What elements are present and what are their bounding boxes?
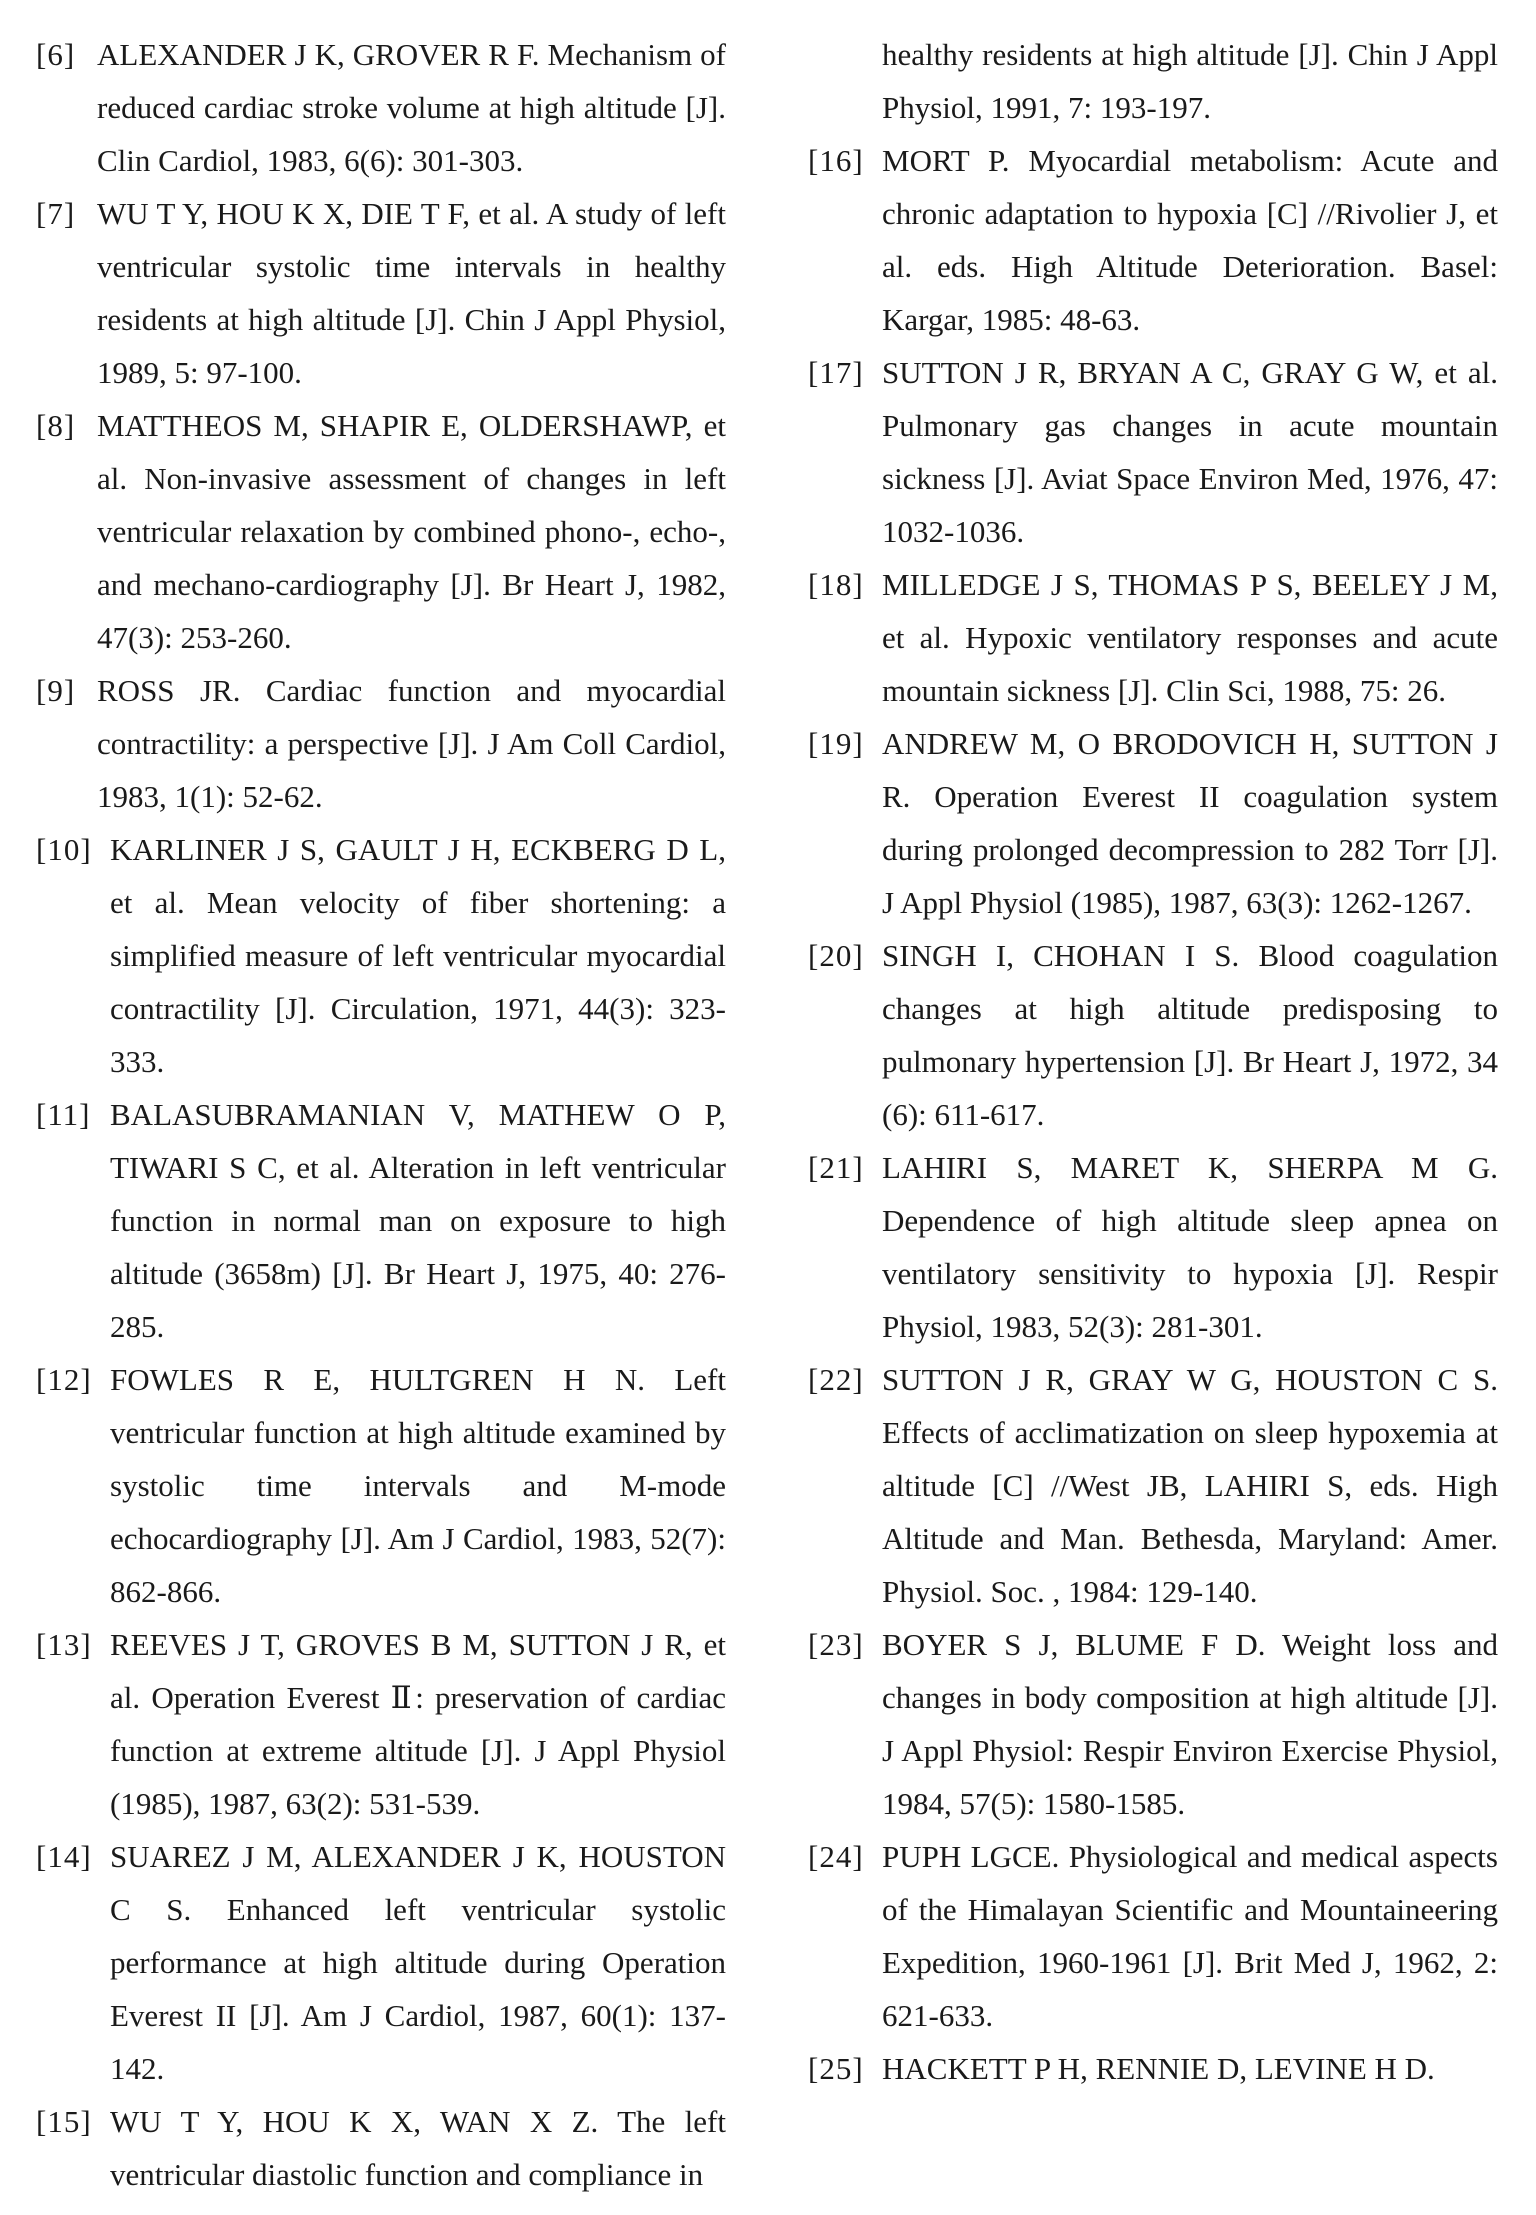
reference-entry xyxy=(36,187,726,399)
reference-column-left xyxy=(36,28,726,2201)
reference-entry xyxy=(808,134,1498,346)
reference-entry xyxy=(36,1618,726,1830)
reference-entry xyxy=(36,2095,726,2201)
reference-entry xyxy=(36,1830,726,2095)
reference-text: SUAREZ J M, ALEXANDER J K, HOUSTON C S. Enhanced left ventricular systolic performance at high altitude during Operation Everest II [J]. Am J Cardiol, 1987, 60(1): 137-142. xyxy=(110,1839,726,2086)
reference-text: SUTTON J R, GRAY W G, HOUSTON C S. Effects of acclimatization on sleep hypoxemia at altitude [C] //West JB, LAHIRI S, eds. High Altitude and Man. Bethesda, Maryland: Amer. Physiol. Soc. , 1984: 129-140. xyxy=(882,1362,1498,1609)
reference-text: MATTHEOS M, SHAPIR E, OLDERSHAWP, et al. Non-invasive assessment of changes in left ventricular relaxation by combined phono-, echo-, and mechano-cardiography [J]. Br Heart J, 1982, 47(3): 253-260. xyxy=(97,408,726,655)
reference-entry xyxy=(808,1830,1498,2042)
reference-number: [16] xyxy=(808,143,864,178)
reference-entry xyxy=(36,823,726,1088)
reference-text: ALEXANDER J K, GROVER R F. Mechanism of reduced cardiac stroke volume at high altitude [J]. Clin Cardiol, 1983, 6(6): 301-303. xyxy=(97,37,726,178)
reference-number: [9] xyxy=(36,673,76,708)
reference-text: HACKETT P H, RENNIE D, LEVINE H D. xyxy=(882,2051,1435,2086)
reference-entry xyxy=(808,1141,1498,1353)
reference-number: [18] xyxy=(808,567,864,602)
reference-column-right xyxy=(808,28,1498,2095)
reference-entry xyxy=(36,664,726,823)
reference-entry xyxy=(808,346,1498,558)
reference-number: [15] xyxy=(36,2104,92,2139)
reference-entry xyxy=(808,558,1498,717)
reference-entry xyxy=(808,1618,1498,1830)
reference-number: [14] xyxy=(36,1839,92,1874)
reference-number: [24] xyxy=(808,1839,864,1874)
reference-text: SINGH I, CHOHAN I S. Blood coagulation changes at high altitude predisposing to pulmonary hypertension [J]. Br Heart J, 1972, 34 (6): 611-617. xyxy=(882,938,1498,1132)
reference-entry xyxy=(808,2042,1498,2095)
reference-number: [25] xyxy=(808,2051,864,2086)
reference-text: WU T Y, HOU K X, DIE T F, et al. A study of left ventricular systolic time intervals in healthy residents at high altitude [J]. Chin J Appl Physiol, 1989, 5: 97-100. xyxy=(97,196,726,390)
reference-number: [7] xyxy=(36,196,76,231)
reference-entry xyxy=(36,28,726,187)
reference-text: ROSS JR. Cardiac function and myocardial contractility: a perspective [J]. J Am Coll Cardiol, 1983, 1(1): 52-62. xyxy=(97,673,726,814)
reference-entry xyxy=(36,1088,726,1353)
reference-text: WU T Y, HOU K X, WAN X Z. The left ventricular diastolic function and compliance in xyxy=(110,2104,726,2192)
reference-text: MILLEDGE J S, THOMAS P S, BEELEY J M, et al. Hypoxic ventilatory responses and acute mountain sickness [J]. Clin Sci, 1988, 75: 26. xyxy=(882,567,1498,708)
reference-number: [12] xyxy=(36,1362,92,1397)
reference-number: [8] xyxy=(36,408,76,443)
reference-text: LAHIRI S, MARET K, SHERPA M G. Dependence of high altitude sleep apnea on ventilatory sensitivity to hypoxia [J]. Respir Physiol, 1983, 52(3): 281-301. xyxy=(882,1150,1498,1344)
reference-text: SUTTON J R, BRYAN A C, GRAY G W, et al. Pulmonary gas changes in acute mountain sickness [J]. Aviat Space Environ Med, 1976, 47: 1032-1036. xyxy=(882,355,1498,549)
reference-text: KARLINER J S, GAULT J H, ECKBERG D L, et al. Mean velocity of fiber shortening: a simplified measure of left ventricular myocardial contractility [J]. Circulation, 1971, 44(3): 323-333. xyxy=(110,832,726,1079)
reference-text: FOWLES R E, HULTGREN H N. Left ventricular function at high altitude examined by systolic time intervals and M-mode echocardiography [J]. Am J Cardiol, 1983, 52(7): 862-866. xyxy=(110,1362,726,1609)
reference-entry xyxy=(808,1353,1498,1618)
reference-number: [21] xyxy=(808,1150,864,1185)
reference-entry xyxy=(808,929,1498,1141)
reference-entry xyxy=(36,399,726,664)
reference-number: [10] xyxy=(36,832,92,867)
reference-number: [13] xyxy=(36,1627,92,1662)
reference-number: [17] xyxy=(808,355,864,390)
reference-text: healthy residents at high altitude [J]. Chin J Appl Physiol, 1991, 7: 193-197. xyxy=(882,37,1498,125)
reference-number: [22] xyxy=(808,1362,864,1397)
reference-number: [11] xyxy=(36,1097,91,1132)
reference-text: BALASUBRAMANIAN V, MATHEW O P, TIWARI S C, et al. Alteration in left ventricular function in normal man on exposure to high altitude (3658m) [J]. Br Heart J, 1975, 40: 276-285. xyxy=(110,1097,726,1344)
reference-text: ANDREW M, O BRODOVICH H, SUTTON J R. Operation Everest II coagulation system during prolonged decompression to 282 Torr [J]. J Appl Physiol (1985), 1987, 63(3): 1262-1267. xyxy=(882,726,1498,920)
reference-number: [19] xyxy=(808,726,864,761)
reference-number: [6] xyxy=(36,37,76,72)
reference-number: [20] xyxy=(808,938,864,973)
reference-entry xyxy=(36,1353,726,1618)
reference-text: REEVES J T, GROVES B M, SUTTON J R, et al. Operation Everest Ⅱ: preservation of cardiac function at extreme altitude [J]. J Appl Physiol (1985), 1987, 63(2): 531-539. xyxy=(110,1627,726,1821)
reference-text: PUPH LGCE. Physiological and medical aspects of the Himalayan Scientific and Mountaineering Expedition, 1960-1961 [J]. Brit Med J, 1962, 2: 621-633. xyxy=(882,1839,1498,2033)
reference-number: [23] xyxy=(808,1627,864,1662)
reference-text: MORT P. Myocardial metabolism: Acute and chronic adaptation to hypoxia [C] //Rivolier J, et al. eds. High Altitude Deterioration. Basel: Kargar, 1985: 48-63. xyxy=(882,143,1498,337)
reference-entry xyxy=(808,717,1498,929)
reference-text: BOYER S J, BLUME F D. Weight loss and changes in body composition at high altitude [J]. J Appl Physiol: Respir Environ Exercise Physiol, 1984, 57(5): 1580-1585. xyxy=(882,1627,1498,1821)
reference-entry-continued xyxy=(808,28,1498,134)
